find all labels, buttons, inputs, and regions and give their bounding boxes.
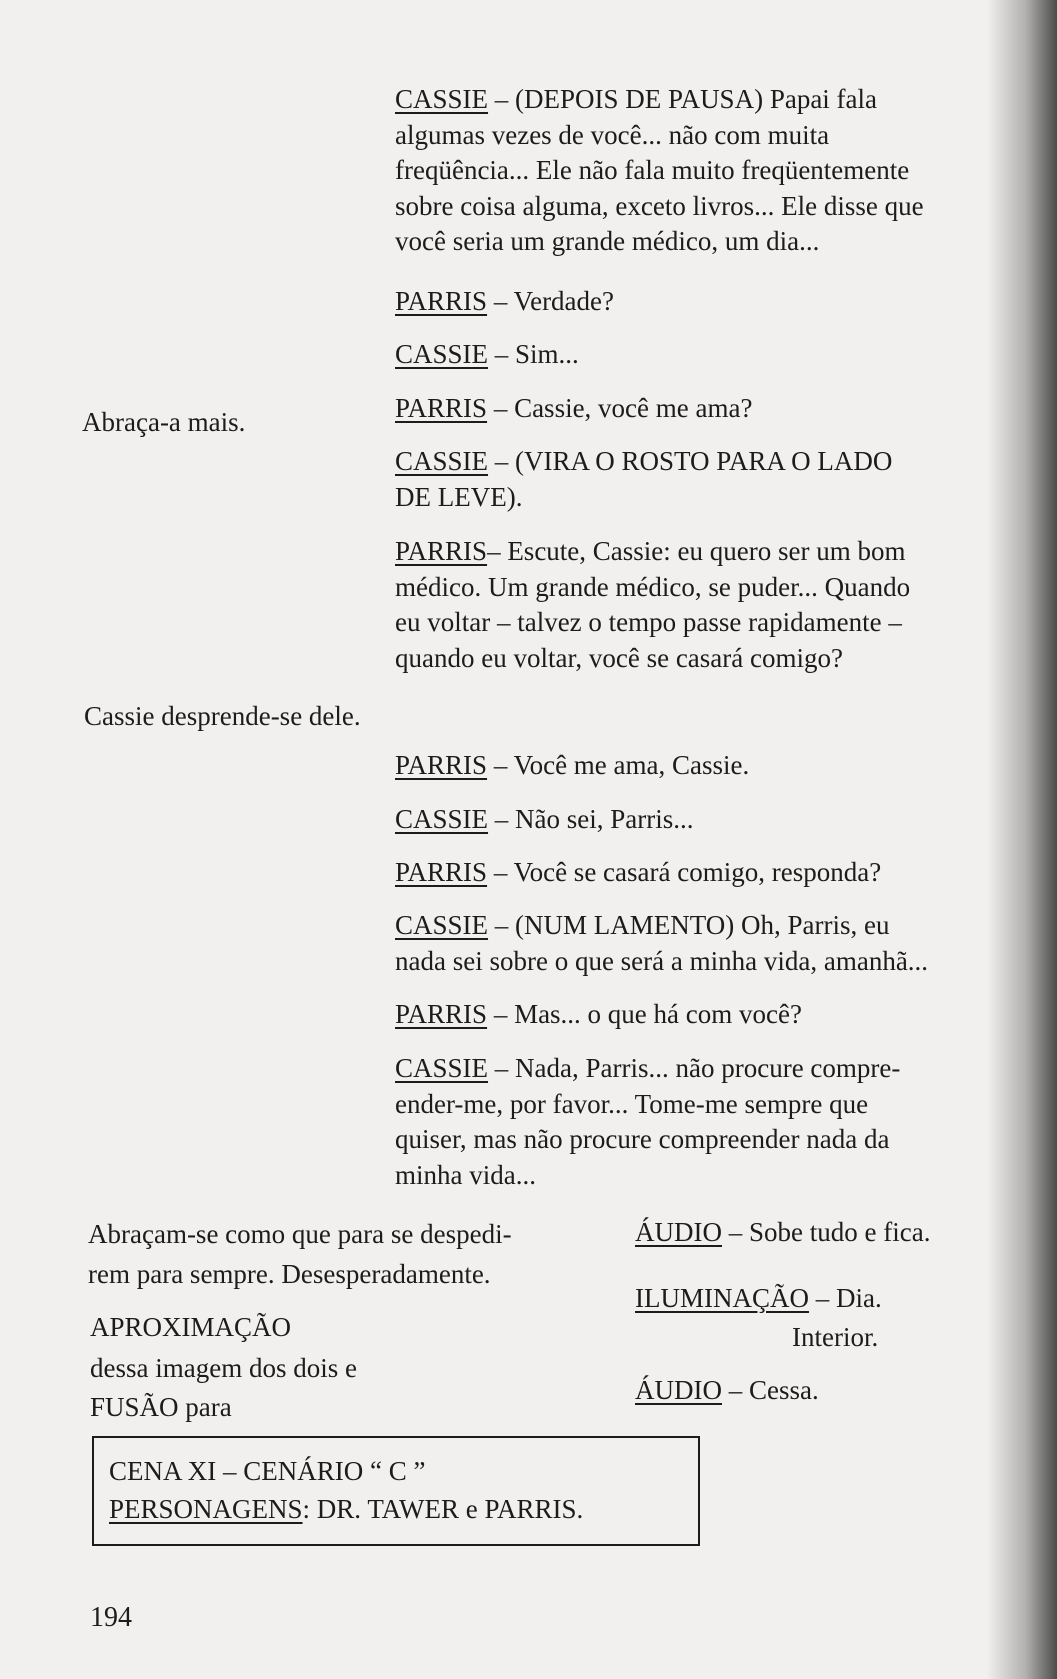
stage-direction: Abraça-a mais.	[82, 407, 246, 437]
lighting-cue	[635, 1280, 882, 1316]
dialogue-line: – Cassie, você me ama?	[487, 393, 753, 423]
dialogue-line: – Sim...	[488, 339, 579, 369]
speaker-name: PARRIS	[395, 857, 488, 887]
dialogue-line: – Verdade?	[487, 286, 615, 316]
speaker-name: CASSIE	[395, 1053, 489, 1083]
scene-title: CENA XI – CENÁRIO “ C ”	[109, 1456, 426, 1486]
dialogue-line: – (DEPOIS DE PAUSA) Papai fala	[488, 84, 878, 114]
cue-text: – Cessa.	[722, 1375, 819, 1405]
dialogue-line: nada sei sobre o que será a minha vida, amanhã...	[395, 945, 929, 976]
dialogue-line: minha vida...	[395, 1159, 536, 1190]
dialogue-line: – (VIRA O ROSTO PARA O LADO	[488, 446, 893, 476]
camera-direction: dessa imagem dos dois e	[90, 1353, 357, 1383]
cue-text: – Dia.	[808, 1283, 882, 1313]
scene-characters	[109, 1494, 583, 1525]
dialogue-block	[395, 82, 1015, 260]
dialogue-line: eu voltar – talvez o tempo passe rapidamente –	[395, 607, 902, 637]
dialogue-line: – Nada, Parris... não procure compre-	[488, 1053, 901, 1083]
dialogue-line: quando eu voltar, você se casará comigo?	[395, 642, 843, 673]
stage-direction: Cassie desprende-se dele.	[84, 701, 361, 731]
dialogue-line: ender-me, por favor... Tome-me sempre que	[395, 1088, 869, 1119]
dialogue-line: – Você me ama, Cassie.	[487, 750, 750, 780]
characters-label: PERSONAGENS	[109, 1494, 303, 1524]
cue-label: ÁUDIO	[635, 1375, 722, 1405]
dialogue-block	[395, 1051, 1015, 1193]
dialogue-block	[395, 855, 1015, 891]
cue-text: – Sobe tudo e fica.	[722, 1217, 931, 1247]
camera-direction: FUSÃO para	[90, 1392, 232, 1422]
speaker-name: CASSIE	[395, 804, 489, 834]
dialogue-block	[395, 391, 1015, 427]
page-number: 194	[90, 1602, 132, 1633]
dialogue-line: médico. Um grande médico, se puder... Quando	[395, 571, 911, 602]
speaker-name: CASSIE	[395, 339, 489, 369]
dialogue-line: sobre coisa alguma, exceto livros... Ele disse que	[395, 190, 924, 221]
dialogue-block	[395, 444, 1015, 515]
dialogue-line: – (NUM LAMENTO) Oh, Parris, eu	[488, 910, 890, 940]
lighting-cue-detail: Interior.	[792, 1322, 879, 1352]
dialogue-column	[395, 82, 1015, 260]
stage-direction: rem para sempre. Desesperadamente.	[88, 1259, 491, 1289]
dialogue-line: – Você se casará comigo, responda?	[487, 857, 882, 887]
dialogue-block	[395, 337, 1015, 373]
stage-direction: Abraçam-se como que para se despedi-	[88, 1219, 512, 1249]
dialogue-line: freqüência... Ele não fala muito freqüentemente	[395, 155, 910, 185]
speaker-name: CASSIE	[395, 910, 489, 940]
cue-label: ÁUDIO	[635, 1217, 722, 1247]
dialogue-block	[395, 802, 1015, 838]
audio-cue	[635, 1214, 930, 1250]
dialogue-block	[395, 534, 1015, 676]
camera-direction: APROXIMAÇÃO	[90, 1312, 292, 1342]
dialogue-line: algumas vezes de você... não com muita	[395, 119, 830, 150]
dialogue-line: – Não sei, Parris...	[488, 804, 694, 834]
speaker-name: PARRIS	[395, 750, 488, 780]
speaker-name: PARRIS	[395, 999, 488, 1029]
cue-label: ILUMINAÇÃO	[635, 1283, 809, 1313]
dialogue-block	[395, 748, 1015, 784]
dialogue-block	[395, 908, 1015, 979]
dialogue-line: quiser, mas não procure compreender nada da	[395, 1124, 890, 1154]
audio-cue	[635, 1372, 819, 1408]
dialogue-line: – Escute, Cassie: eu quero ser um bom	[487, 536, 906, 566]
scene-header-box	[92, 1436, 700, 1546]
speaker-name: PARRIS	[395, 286, 488, 316]
dialogue-block	[395, 997, 1015, 1033]
speaker-name: PARRIS	[395, 393, 488, 423]
speaker-name: PARRIS	[395, 536, 488, 566]
characters-list: : DR. TAWER e PARRIS.	[302, 1494, 584, 1524]
dialogue-block	[395, 284, 1015, 320]
dialogue-line: você seria um grande médico, um dia...	[395, 226, 820, 256]
speaker-name: CASSIE	[395, 446, 489, 476]
dialogue-line: – Mas... o que há com você?	[487, 999, 802, 1029]
speaker-name: CASSIE	[395, 84, 489, 114]
dialogue-line: DE LEVE).	[395, 481, 523, 512]
